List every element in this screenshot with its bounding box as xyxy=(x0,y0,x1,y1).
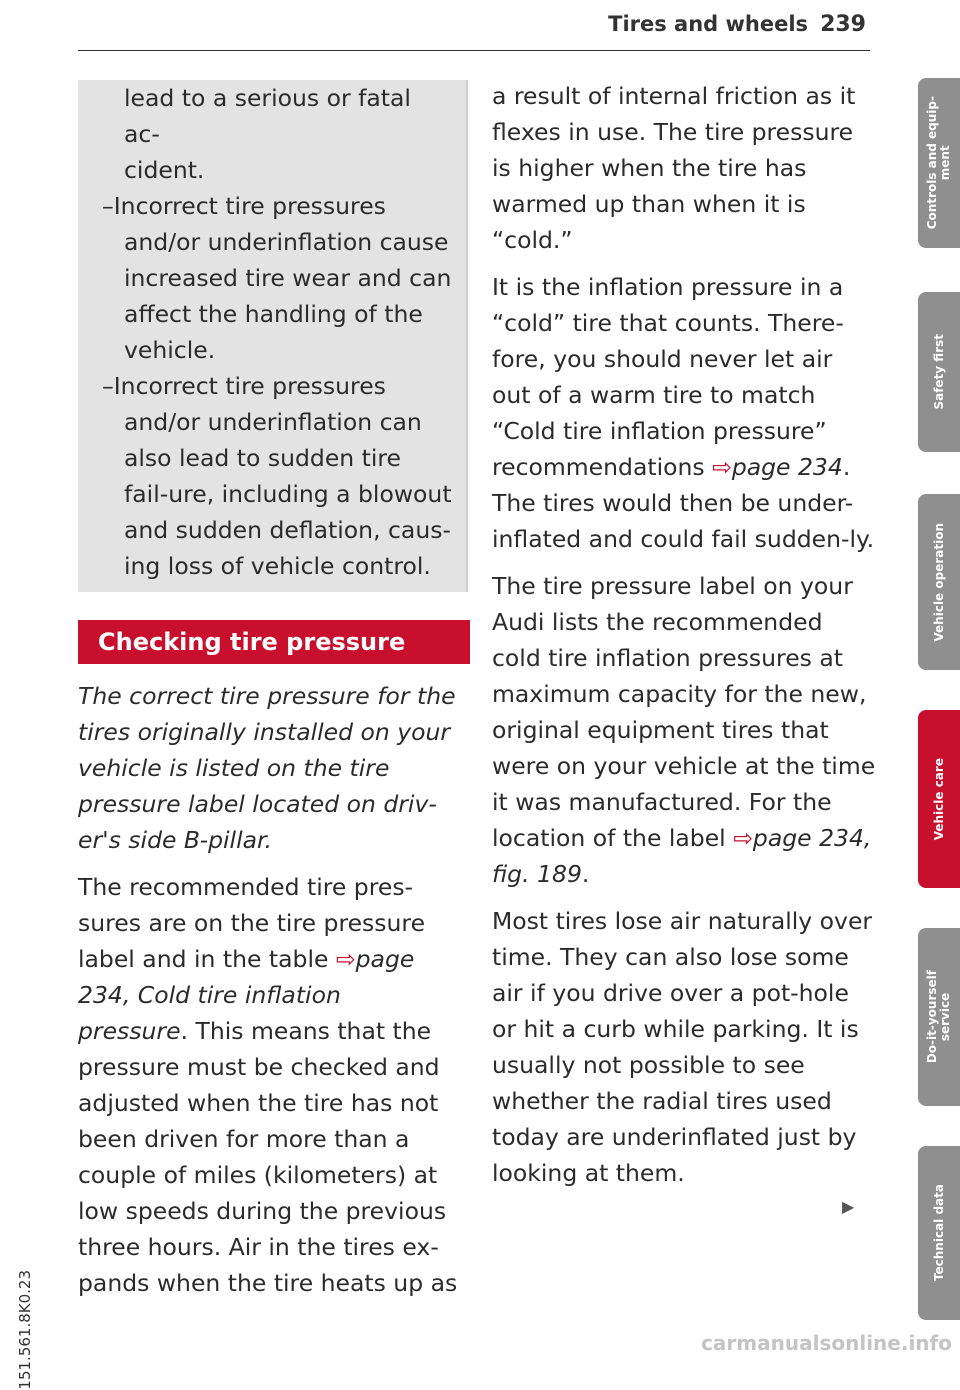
chapter-tab-label: Safety first xyxy=(931,334,946,410)
right-paragraph-3-text-1: The tire pressure label on your Audi lists the recommended cold tire inflation pressures at maximum capacity for the new, original equipment tires that were on your vehicle at the time it was manufactured. For the location of the label xyxy=(492,572,876,852)
arrow-right-icon: ⇨ xyxy=(733,824,753,852)
section-title: Tires and wheels xyxy=(608,12,809,36)
left-paragraph-text-1: The recommended tire pres-sures are on the tire pressure label and in the table xyxy=(78,873,426,973)
chapter-tab-label: Controls and equip- ment xyxy=(925,96,952,230)
warning-line-2: cident. xyxy=(124,156,205,184)
intro-paragraph: The correct tire pressure for the tires originally installed on your vehicle is listed on the tire pressure label located on driv-er's side B-pillar. xyxy=(78,682,456,854)
section-heading: Checking tire pressure xyxy=(78,620,470,664)
chapter-tab-controls[interactable] xyxy=(918,78,960,248)
cross-reference-text: page 234, Cold tire inflation pressure xyxy=(78,945,415,1045)
page-header xyxy=(608,12,866,46)
cross-reference-text: page 234, fig. 189 xyxy=(492,824,872,888)
chapter-tab-label: Vehicle care xyxy=(931,757,946,841)
chapter-tab-label: Vehicle operation xyxy=(931,522,946,642)
chapter-tab-vehicle-operation[interactable] xyxy=(918,494,960,670)
cross-reference-text: page 234 xyxy=(731,453,843,481)
right-paragraph-2 xyxy=(492,269,877,557)
left-paragraph-text-2: . This means that the pressure must be checked and adjusted when the tire has not been driven for more than a couple of miles (kilometers) at low speeds during the previous three hours. Air in the tires ex-pands when the tire heats up as xyxy=(78,1017,458,1297)
chapter-tab-label: Do-it-yourself service xyxy=(925,970,952,1064)
warning-box xyxy=(78,80,468,592)
left-column xyxy=(78,80,458,1312)
chapter-tab-diy-service[interactable] xyxy=(918,928,960,1106)
arrow-right-icon: ⇨ xyxy=(335,945,356,973)
right-paragraph-4: Most tires lose air naturally over time. They can also lose some air if you drive over a pot-hole or hit a curb while parking. It is usually not possible to see whether the radial tires used today are underinflated just by looking at them. xyxy=(492,907,873,1187)
continue-arrow-icon: ▶ xyxy=(842,1197,855,1216)
right-paragraph-2-text-2: . The tires would then be under-inflated and could fail sudden-ly. xyxy=(492,453,875,553)
left-paragraph xyxy=(78,869,458,1301)
header-rule xyxy=(78,50,870,51)
page-number: 239 xyxy=(820,12,866,37)
warning-item-1: –Incorrect tire pressures and/or underinflation cause increased tire wear and can affect the handling of the vehicle. xyxy=(102,192,452,364)
right-paragraph-1: a result of internal friction as it flexes in use. The tire pressure is higher when the tire has warmed up than when it is “cold.” xyxy=(492,82,856,254)
warning-item-2: –Incorrect tire pressures and/or underinflation can also lead to sudden tire fail-ure, including a blowout and sudden deflation, caus-ing loss of vehicle control. xyxy=(102,372,452,580)
chapter-tab-safety[interactable] xyxy=(918,292,960,452)
chapter-tab-technical-data[interactable] xyxy=(918,1146,960,1320)
chapter-tab-label: Technical data xyxy=(931,1184,946,1282)
watermark: carmanualsonline.info xyxy=(701,1331,952,1355)
right-paragraph-2-text-1: It is the inflation pressure in a “cold” tire that counts. There-fore, you should never let air out of a warm tire to match “Cold tire inflation pressure” recommendations xyxy=(492,273,844,481)
warning-line-1: lead to a serious or fatal ac- xyxy=(124,84,411,148)
right-paragraph-3 xyxy=(492,568,877,892)
cross-reference-link[interactable] xyxy=(712,453,843,481)
chapter-tab-vehicle-care[interactable] xyxy=(918,710,960,888)
document-code: 151.561.8K0.23 xyxy=(16,1270,34,1390)
right-column xyxy=(492,78,877,1202)
right-paragraph-3-text-2: . xyxy=(581,860,590,888)
arrow-right-icon: ⇨ xyxy=(712,453,732,481)
